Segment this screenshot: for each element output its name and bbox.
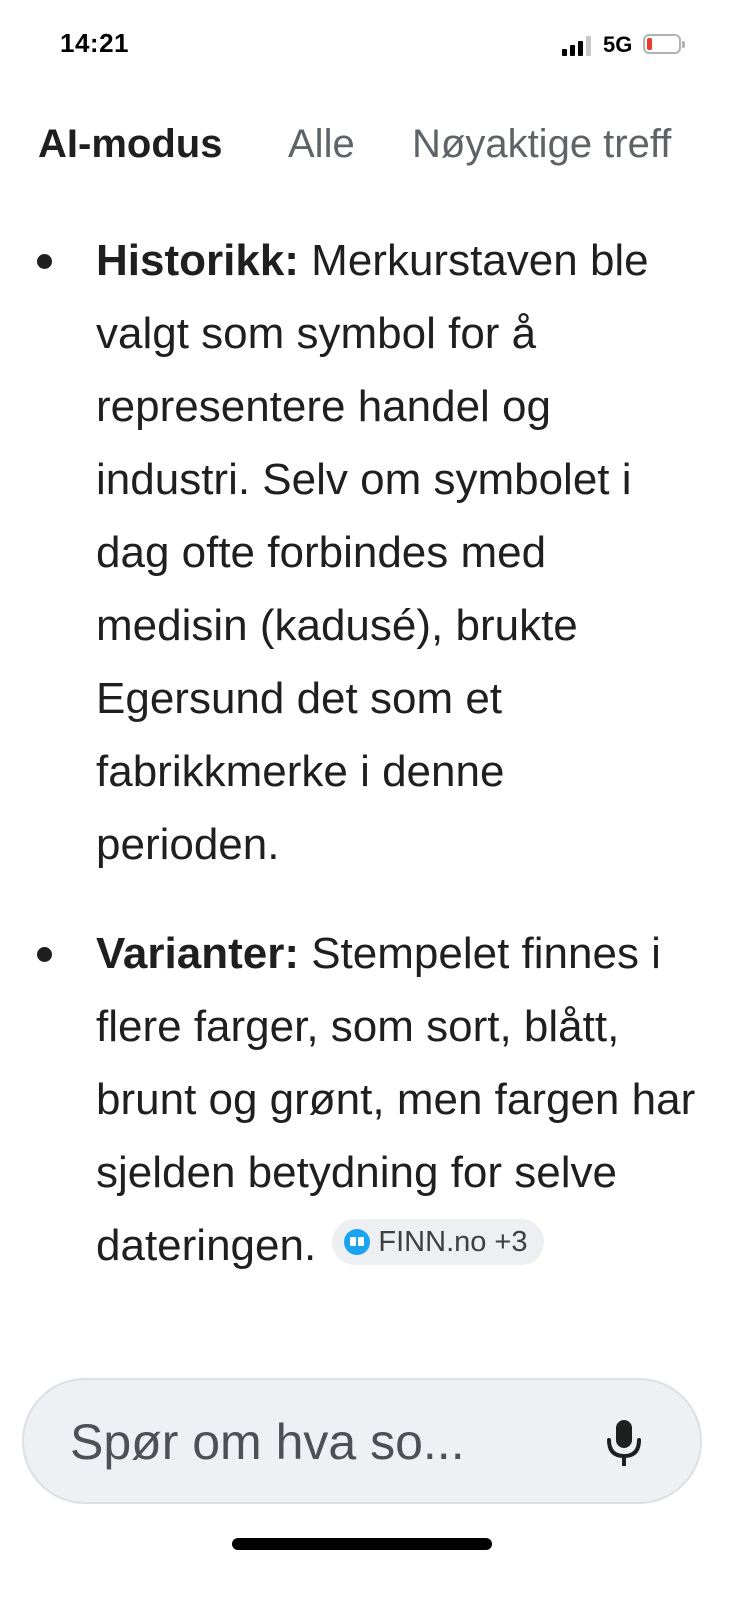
search-input[interactable]: Spør om hva so... xyxy=(70,1414,465,1470)
tab-ai-mode[interactable]: AI-modus xyxy=(38,122,223,166)
search-mode-tabs xyxy=(0,112,739,176)
tab-all[interactable]: Alle xyxy=(288,122,355,166)
list-item xyxy=(0,917,739,1282)
ai-answer-content xyxy=(0,224,739,1318)
network-type: 5G xyxy=(603,32,633,57)
microphone-icon[interactable] xyxy=(604,1418,644,1468)
list-item xyxy=(0,224,739,881)
battery-icon xyxy=(643,34,687,56)
ask-anything-bar[interactable] xyxy=(22,1378,702,1504)
list-item-title: Historikk: xyxy=(96,236,299,285)
list-item-text: Merkurstaven ble valgt som symbol for å representere handel og industri. Selv om symbolet i dag ofte forbindes med medisin (kadusé), brukte Egersund det som et fabrikkmerke i denne perioden. xyxy=(96,236,649,869)
bullet-icon xyxy=(37,254,52,269)
battery-fill xyxy=(647,38,652,50)
source-chip-label: FINN.no +3 xyxy=(378,1226,528,1259)
cellular-signal-icon xyxy=(562,36,594,56)
home-indicator[interactable] xyxy=(232,1538,492,1550)
list-item-text: Stempelet finnes i flere farger, som sort, blått, brunt og grønt, men fargen har sjelden betydning for selve dateringen. xyxy=(96,929,696,1270)
status-bar xyxy=(0,0,739,96)
finn-logo-icon xyxy=(344,1229,370,1255)
source-chip[interactable] xyxy=(332,1219,543,1265)
bullet-icon xyxy=(37,947,52,962)
tab-exact-matches[interactable]: Nøyaktige treff xyxy=(412,122,672,166)
list-item-title: Varianter: xyxy=(96,929,299,978)
status-time: 14:21 xyxy=(60,28,129,58)
